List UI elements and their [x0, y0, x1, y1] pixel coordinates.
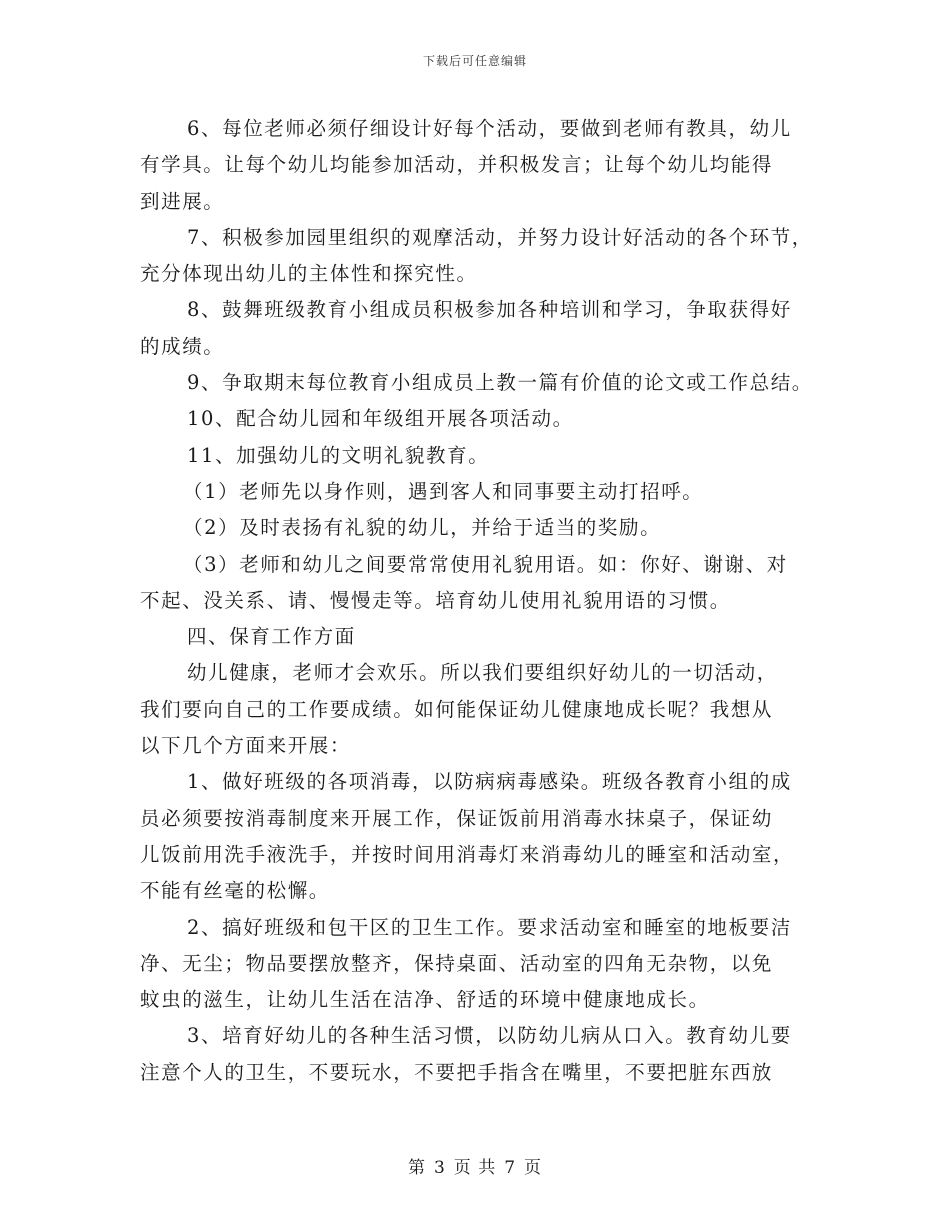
paragraph-line: 9、争取期末每位教育小组成员上教一篇有价值的论文或工作总结。 — [187, 371, 813, 395]
paragraph-line: 7、积极参加园里组织的观摩活动，并努力设计好活动的各个环节， — [187, 225, 813, 249]
paragraph-line: （3）老师和幼儿之间要常常使用礼貌用语。如：你好、谢谢、对 — [183, 552, 788, 576]
paragraph-line: 不能有丝毫的松懈。 — [140, 879, 330, 903]
paragraph-line: （2）及时表扬有礼貌的幼儿，并给于适当的奖励。 — [183, 516, 662, 540]
paragraph-line: 儿饭前用洗手液洗手，并按时间用消毒灯来消毒幼儿的睡室和活动室， — [140, 842, 795, 866]
paragraph-line: 8、鼓舞班级教育小组成员积极参加各种培训和学习，争取获得好 — [187, 298, 792, 322]
page-header: 下载后可任意编辑 — [422, 54, 527, 68]
paragraph-line: 充分体现出幼儿的主体性和探究性。 — [140, 262, 478, 286]
paragraph-line: 注意个人的卫生，不要玩水，不要把手指含在嘴里，不要把脏东西放 — [140, 1060, 774, 1084]
paragraph-line: 以下几个方面来开展： — [140, 734, 352, 758]
paragraph-line: 幼儿健康，老师才会欢乐。所以我们要组织好幼儿的一切活动， — [187, 661, 778, 685]
page-footer — [0, 1153, 950, 1178]
paragraph-line: 蚊虫的滋生，让幼儿生活在洁净、舒适的环境中健康地成长。 — [140, 988, 710, 1012]
paragraph-line: 1、做好班级的各项消毒，以防病病毒感染。班级各教育小组的成 — [187, 770, 792, 794]
section-heading: 四、保育工作方面 — [187, 625, 356, 649]
paragraph-line: 6、每位老师必须仔细设计好每个活动，要做到老师有教具，幼儿 — [187, 117, 792, 140]
paragraph-line: 不起、没关系、请、慢慢走等。培育幼儿使用礼貌用语的习惯。 — [140, 588, 731, 612]
paragraph-line: 2、搞好班级和包干区的卫生工作。要求活动室和睡室的地板要洁 — [187, 915, 792, 939]
paragraph-line: 10、配合幼儿园和年级组开展各项活动。 — [187, 407, 574, 431]
total-page-count: 7 — [504, 1158, 517, 1178]
footer-middle: 页 共 — [453, 1158, 497, 1178]
paragraph-line: 到进展。 — [140, 189, 225, 213]
document-body — [140, 111, 840, 1091]
paragraph-line: 的成绩。 — [140, 334, 225, 358]
paragraph-line: 我们要向自己的工作要成绩。如何能保证幼儿健康地成长呢？我想从 — [140, 697, 774, 721]
paragraph-line: 11、加强幼儿的文明礼貌教育。 — [187, 443, 490, 467]
paragraph-line: 有学具。让每个幼儿均能参加活动，并积极发言；让每个幼儿均能得 — [140, 153, 774, 177]
footer-suffix: 页 — [524, 1158, 543, 1178]
paragraph-line: 员必须要按消毒制度来开展工作，保证饭前用消毒水抹桌子，保证幼 — [140, 806, 774, 830]
current-page-number: 3 — [433, 1158, 446, 1178]
footer-prefix: 第 — [407, 1158, 426, 1178]
paragraph-line: 3、培育好幼儿的各种生活习惯，以防幼儿病从口入。教育幼儿要 — [187, 1024, 792, 1048]
paragraph-line: （1）老师先以身作则，遇到客人和同事要主动打招呼。 — [183, 479, 704, 503]
paragraph-line: 净、无尘；物品要摆放整齐，保持桌面、活动室的四角无杂物，以免 — [140, 951, 774, 975]
